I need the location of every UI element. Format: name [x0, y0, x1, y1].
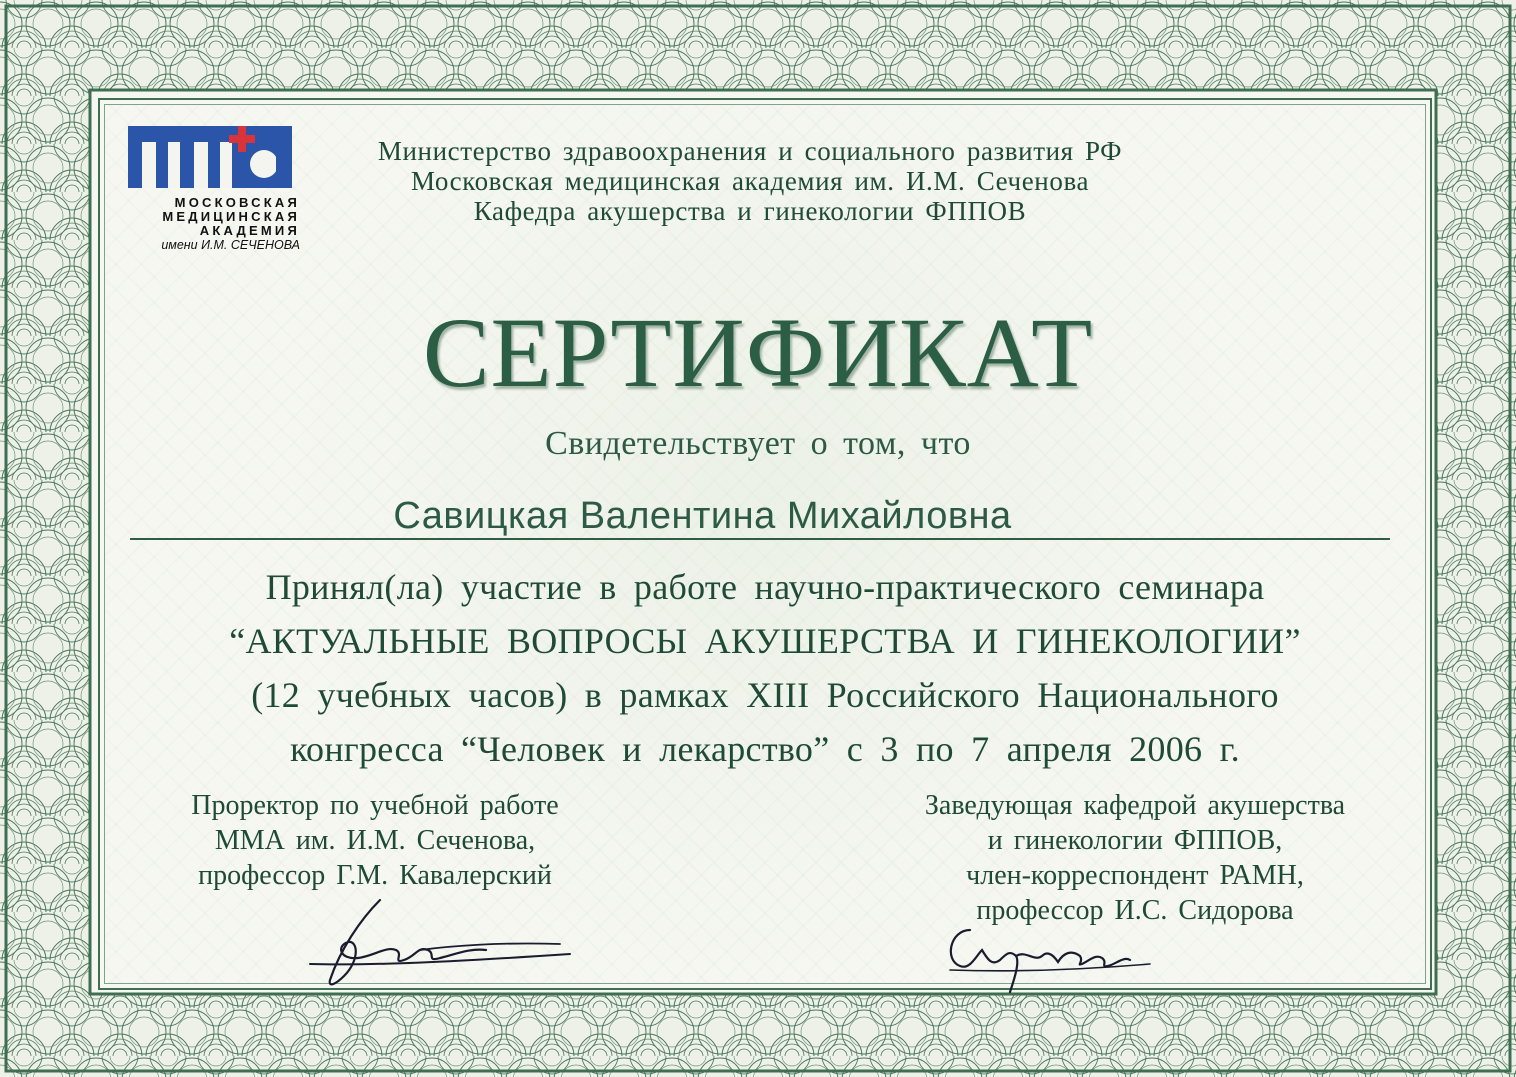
recipient-name: Савицкая Валентина Михайловна [393, 495, 1012, 537]
witness-statement: Свидетельствует о том, что [545, 425, 971, 462]
signatory-line: профессор И.С. Сидорова [976, 895, 1294, 926]
issuer-academy: Московская медицинская академия им. И.М. Сеченова [410, 166, 1090, 196]
signatory-line: и гинекологии ФППОВ, [987, 825, 1283, 856]
issuer-ministry: Министерство здравоохранения и социального развития РФ [377, 136, 1123, 166]
signatory-line: профессор Г.М. Кавалерский [198, 860, 552, 891]
logo-line: МОСКОВСКАЯ [174, 195, 300, 210]
signatory-vice-rector [120, 788, 630, 893]
certificate-text [150, 560, 1380, 776]
signatory-line: Заведующая кафедрой акушерства [924, 790, 1346, 821]
logo-line: АКАДЕМИЯ [199, 223, 300, 238]
recipient-underline [130, 538, 1390, 540]
mma-logo [128, 126, 300, 262]
logo-line: МЕДИЦИНСКАЯ [162, 209, 300, 224]
signatory-line: Проректор по учебной работе [191, 790, 559, 821]
signature-right-image [930, 910, 1160, 1000]
signature-left-image [300, 880, 580, 1000]
signatory-line: ММА им. И.М. Сеченова, [214, 825, 536, 856]
logo-text [128, 196, 300, 252]
body-line: (12 учебных часов) в рамках XIII Российского Национального [251, 675, 1279, 715]
issuer-header [300, 136, 1200, 226]
issuer-department: Кафедра акушерства и гинекологии ФППОВ [473, 196, 1027, 226]
logo-subtitle: имени И.М. СЕЧЕНОВА [161, 238, 300, 252]
certificate-title: СЕРТИФИКАТ [422, 297, 1094, 408]
signatory-department-head [840, 788, 1430, 928]
body-line: конгресса “Человек и лекарство” с 3 по 7 апреля 2006 г. [290, 729, 1240, 769]
mma-logo-icon [128, 126, 292, 188]
body-line: “АКТУАЛЬНЫЕ ВОПРОСЫ АКУШЕРСТВА И ГИНЕКОЛОГИИ” [229, 621, 1301, 661]
signatory-line: член-корреспондент РАМН, [966, 860, 1304, 891]
body-line: Принял(ла) участие в работе научно-практического семинара [265, 567, 1265, 607]
